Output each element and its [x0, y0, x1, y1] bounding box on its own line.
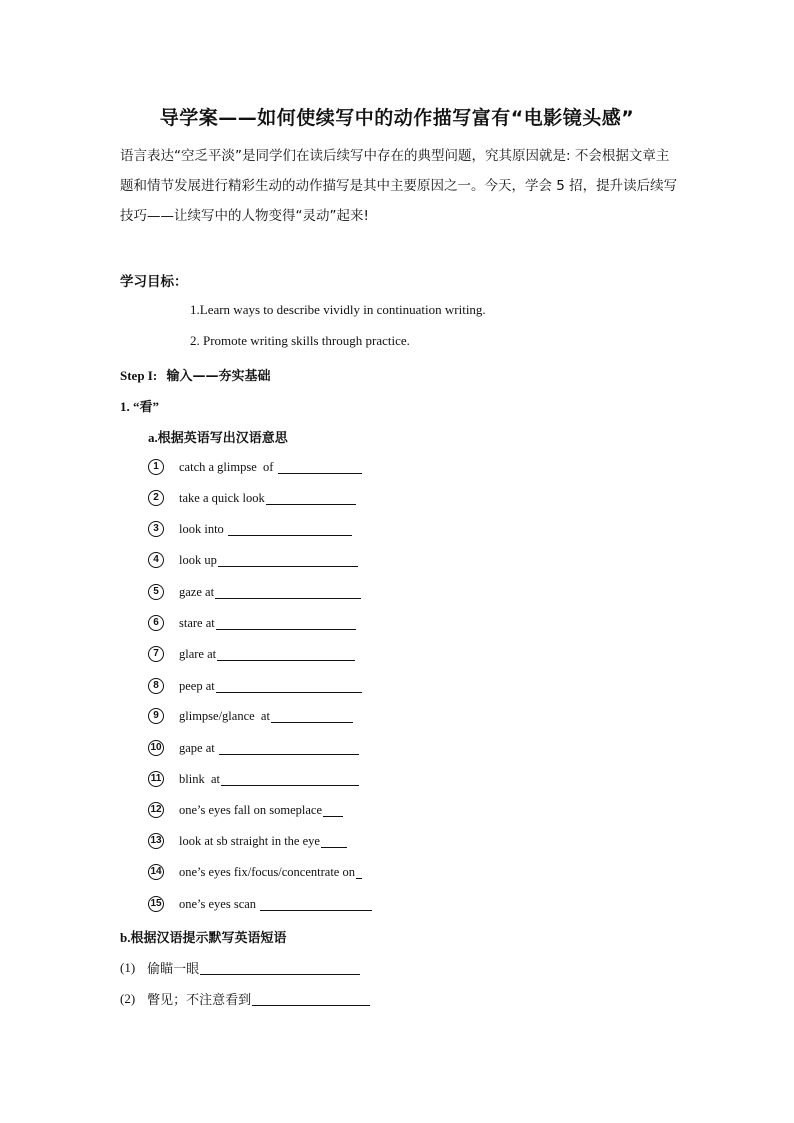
step-title: 输入——夯实基础 [166, 369, 271, 384]
list-item [148, 490, 356, 506]
list-item [120, 989, 370, 1008]
item-phrase: catch a glimpse of [179, 459, 277, 474]
item-number: (1) [120, 959, 136, 975]
answer-blank[interactable] [228, 522, 352, 536]
item-phrase: glimpse/glance at [179, 708, 270, 723]
item-number: 1 [148, 459, 164, 475]
item-number: 15 [148, 896, 164, 912]
answer-blank[interactable] [217, 647, 355, 661]
part-b-title: 根据汉语提示默写英语短语 [130, 931, 287, 946]
answer-blank[interactable] [218, 553, 358, 567]
item-phrase: peep at [179, 678, 215, 693]
item-phrase: stare at [179, 615, 215, 630]
answer-blank[interactable] [278, 460, 362, 474]
objectives-heading: 学习目标： [120, 274, 188, 290]
item-phrase: gape at [179, 740, 218, 755]
item-number: 6 [148, 615, 164, 631]
list-item [148, 896, 372, 912]
item-phrase: blink at [179, 771, 220, 786]
part-a-title: 根据英语写出汉语意思 [157, 431, 288, 446]
answer-blank[interactable] [215, 585, 361, 599]
objective-1: 1.Learn ways to describe vividly in continuation writing. [190, 302, 486, 317]
item-phrase: take a quick look [179, 490, 265, 505]
section-heading: 1. “看” [120, 399, 160, 414]
list-item [148, 802, 343, 818]
answer-blank[interactable] [216, 616, 356, 630]
item-phrase: look into [179, 521, 227, 536]
list-item [120, 958, 360, 977]
item-phrase: one’s eyes scan [179, 896, 260, 911]
list-item [148, 740, 359, 756]
item-number: 2 [148, 490, 164, 506]
item-phrase: look at sb straight in the eye [179, 833, 320, 848]
item-phrase: look up [179, 552, 217, 567]
answer-blank[interactable] [221, 772, 359, 786]
list-item [148, 521, 352, 537]
list-item [148, 833, 347, 849]
item-prompt: 偷瞄一眼 [147, 962, 200, 977]
intro-paragraph: 语言表达“空乏平淡”是同学们在读后续写中存在的典型问题，究其原因就是: 不会根据文章主题和情节发展进行精彩生动的动作描写是其中主要原因之一。今天，学会 5 招，提升读后续写技巧——让续写中的人物变得“灵动”起来! [120, 148, 678, 224]
list-item [148, 864, 362, 880]
answer-blank[interactable] [321, 834, 347, 848]
part-b-label: b. [120, 930, 131, 945]
part-b-heading [120, 927, 287, 946]
item-prompt: 瞥见；不注意看到 [147, 993, 252, 1008]
item-number: 10 [148, 740, 164, 756]
item-number: 11 [148, 771, 164, 787]
part-a-label: a. [148, 430, 158, 445]
item-number: 8 [148, 678, 164, 694]
item-number: 13 [148, 833, 164, 849]
page-title: 导学案——如何使续写中的动作描写富有“电影镜头感” [159, 107, 635, 129]
item-number: 4 [148, 552, 164, 568]
answer-blank[interactable] [200, 961, 360, 975]
item-number: 3 [148, 521, 164, 537]
step-heading [120, 365, 270, 384]
step-label: Step I: [120, 368, 158, 383]
item-number: 14 [148, 864, 164, 880]
list-item [148, 678, 362, 694]
item-number: 5 [148, 584, 164, 600]
item-phrase: one’s eyes fix/focus/concentrate on [179, 864, 355, 879]
item-phrase: glare at [179, 646, 217, 661]
item-phrase: gaze at [179, 584, 215, 599]
part-a-heading [148, 427, 288, 446]
list-item [148, 584, 361, 600]
item-number: (2) [120, 990, 136, 1006]
answer-blank[interactable] [356, 865, 362, 879]
item-number: 12 [148, 802, 164, 818]
item-phrase: one’s eyes fall on someplace [179, 802, 323, 817]
answer-blank[interactable] [252, 992, 370, 1006]
list-item [148, 771, 359, 787]
answer-blank[interactable] [271, 709, 353, 723]
answer-blank[interactable] [266, 491, 356, 505]
answer-blank[interactable] [323, 803, 343, 817]
list-item [148, 646, 355, 662]
item-number: 7 [148, 646, 164, 662]
objective-2: 2. Promote writing skills through practice. [190, 333, 410, 348]
answer-blank[interactable] [260, 897, 372, 911]
list-item [148, 459, 362, 475]
answer-blank[interactable] [216, 679, 362, 693]
item-number: 9 [148, 708, 164, 724]
list-item [148, 708, 353, 724]
list-item [148, 615, 356, 631]
list-item [148, 552, 358, 568]
answer-blank[interactable] [219, 741, 359, 755]
